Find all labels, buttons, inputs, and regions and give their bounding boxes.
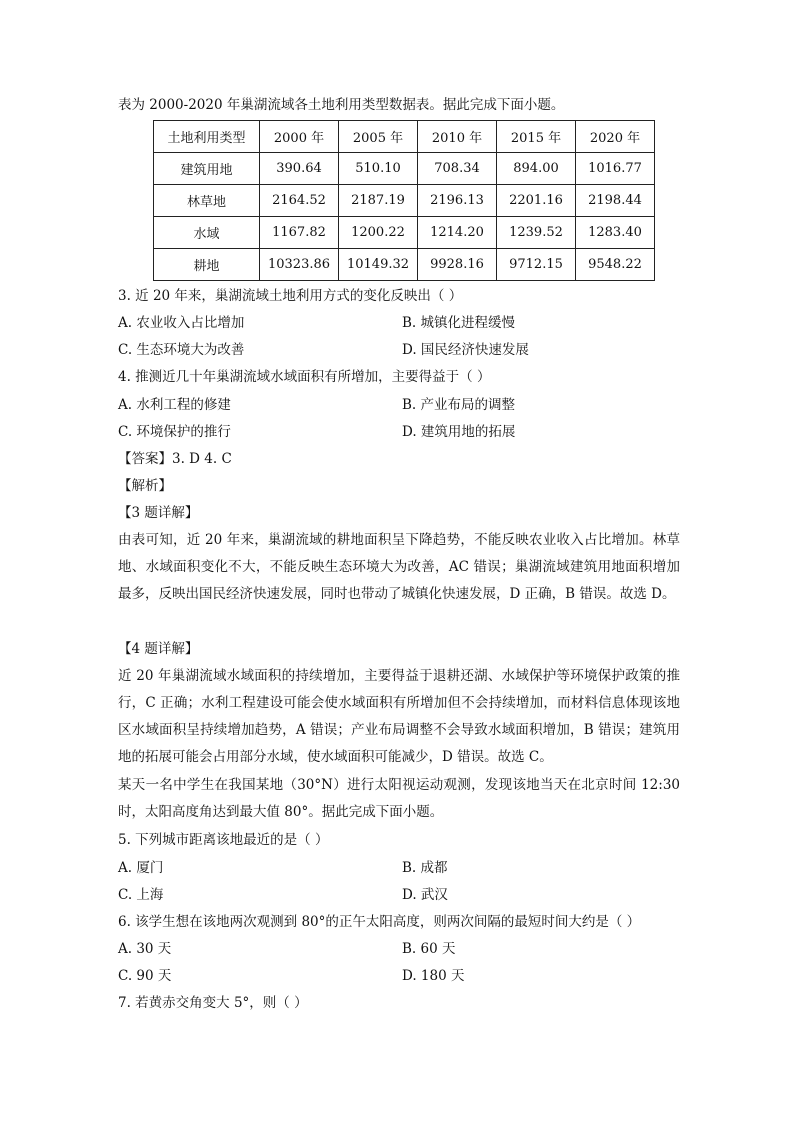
table-cell: 2201.16 xyxy=(497,185,576,217)
table-header-cell: 土地利用类型 xyxy=(154,121,260,153)
table-cell: 1239.52 xyxy=(497,217,576,249)
analysis-heading: 【解析】 xyxy=(118,478,172,494)
table-cell: 建筑用地 xyxy=(154,153,260,185)
table-cell: 10323.86 xyxy=(260,249,339,281)
table-header-cell: 2010 年 xyxy=(418,121,497,153)
table-cell: 390.64 xyxy=(260,153,339,185)
question-5-option-b: B. 成都 xyxy=(402,860,448,876)
table-cell: 1167.82 xyxy=(260,217,339,249)
question-5-option-d: D. 武汉 xyxy=(402,887,448,903)
question-3-option-d: D. 国民经济快速发展 xyxy=(402,342,529,358)
table-header-cell: 2015 年 xyxy=(497,121,576,153)
table-cell: 水域 xyxy=(154,217,260,249)
question-7-stem: 7. 若黄赤交角变大 5°，则（ ） xyxy=(118,995,308,1011)
table-header-row xyxy=(154,121,655,153)
detail-3-heading: 【3 题详解】 xyxy=(118,505,199,521)
question-4-option-b: B. 产业布局的调整 xyxy=(402,397,516,413)
table-cell: 510.10 xyxy=(339,153,418,185)
detail-4-text: 近 20 年巢湖流域水域面积的持续增加，主要得益于退耕还湖、水域保护等环境保护政策的推行，C 正确；水利工程建设可能会使水域面积有所增加但不会持续增加，而材料信息体现该地区水域面积呈持续增加趋势，A 错误；产业布局调整不会导致水域面积增加，B 错误；建筑用地的拓展可能会占用部分水域，使水域面积可能减少，D 错误。故选 C。 xyxy=(118,668,680,765)
detail-3-text: 由表可知，近 20 年来，巢湖流域的耕地面积呈下降趋势，不能反映农业收入占比增加。林草地、水域面积变化不大，不能反映生态环境大为改善，AC 错误；巢湖流域建筑用地面积增加最多，反映出国民经济快速发展，同时也带动了城镇化快速发展，D 正确，B 错误。故选 D。 xyxy=(118,532,680,602)
table-header-cell: 2000 年 xyxy=(260,121,339,153)
table-cell: 2164.52 xyxy=(260,185,339,217)
table-cell: 1200.22 xyxy=(339,217,418,249)
detail-4-heading: 【4 题详解】 xyxy=(118,641,199,657)
table-cell: 2196.13 xyxy=(418,185,497,217)
question-3-stem: 3. 近 20 年来，巢湖流域土地利用方式的变化反映出（ ） xyxy=(118,288,463,304)
table-cell: 耕地 xyxy=(154,249,260,281)
table-header-cell: 2020 年 xyxy=(576,121,655,153)
table-cell: 2198.44 xyxy=(576,185,655,217)
question-5-option-c: C. 上海 xyxy=(118,887,164,903)
table-row xyxy=(154,185,655,217)
question-4-option-d: D. 建筑用地的拓展 xyxy=(402,424,516,440)
intro-text-2: 某天一名中学生在我国某地（30°N）进行太阳视运动观测，发现该地当天在北京时间 12:30 时，太阳高度角达到最大值 80°。据此完成下面小题。 xyxy=(118,777,680,820)
question-3-option-c: C. 生态环境大为改善 xyxy=(118,342,245,358)
table-row xyxy=(154,153,655,185)
question-4-stem: 4. 推测近几十年巢湖流域水域面积有所增加，主要得益于（ ） xyxy=(118,369,491,385)
question-6-stem: 6. 该学生想在该地两次观测到 80°的正午太阳高度，则两次间隔的最短时间大约是（ ） xyxy=(118,914,641,930)
question-3-option-a: A. 农业收入占比增加 xyxy=(118,315,245,331)
table-cell: 9548.22 xyxy=(576,249,655,281)
table-cell: 1214.20 xyxy=(418,217,497,249)
question-3-option-b: B. 城镇化进程缓慢 xyxy=(402,315,516,331)
question-6-option-d: D. 180 天 xyxy=(402,968,465,984)
question-4-option-c: C. 环境保护的推行 xyxy=(118,424,231,440)
table-row xyxy=(154,249,655,281)
table-header-cell: 2005 年 xyxy=(339,121,418,153)
question-6-option-c: C. 90 天 xyxy=(118,968,172,984)
question-6-option-a: A. 30 天 xyxy=(118,941,172,957)
table-cell: 1016.77 xyxy=(576,153,655,185)
question-6-option-b: B. 60 天 xyxy=(402,941,456,957)
question-4-option-a: A. 水利工程的修建 xyxy=(118,397,231,413)
table-cell: 708.34 xyxy=(418,153,497,185)
table-cell: 9928.16 xyxy=(418,249,497,281)
land-use-table xyxy=(153,120,655,281)
table-cell: 10149.32 xyxy=(339,249,418,281)
table-cell: 894.00 xyxy=(497,153,576,185)
question-5-option-a: A. 厦门 xyxy=(118,860,164,876)
table-cell: 1283.40 xyxy=(576,217,655,249)
table-row xyxy=(154,217,655,249)
intro-text-1: 表为 2000-2020 年巢湖流域各土地利用类型数据表。据此完成下面小题。 xyxy=(118,97,565,113)
answer-line: 【答案】3. D 4. C xyxy=(118,451,232,467)
table-cell: 9712.15 xyxy=(497,249,576,281)
table-cell: 林草地 xyxy=(154,185,260,217)
table-cell: 2187.19 xyxy=(339,185,418,217)
question-5-stem: 5. 下列城市距离该地最近的是（ ） xyxy=(118,832,329,848)
